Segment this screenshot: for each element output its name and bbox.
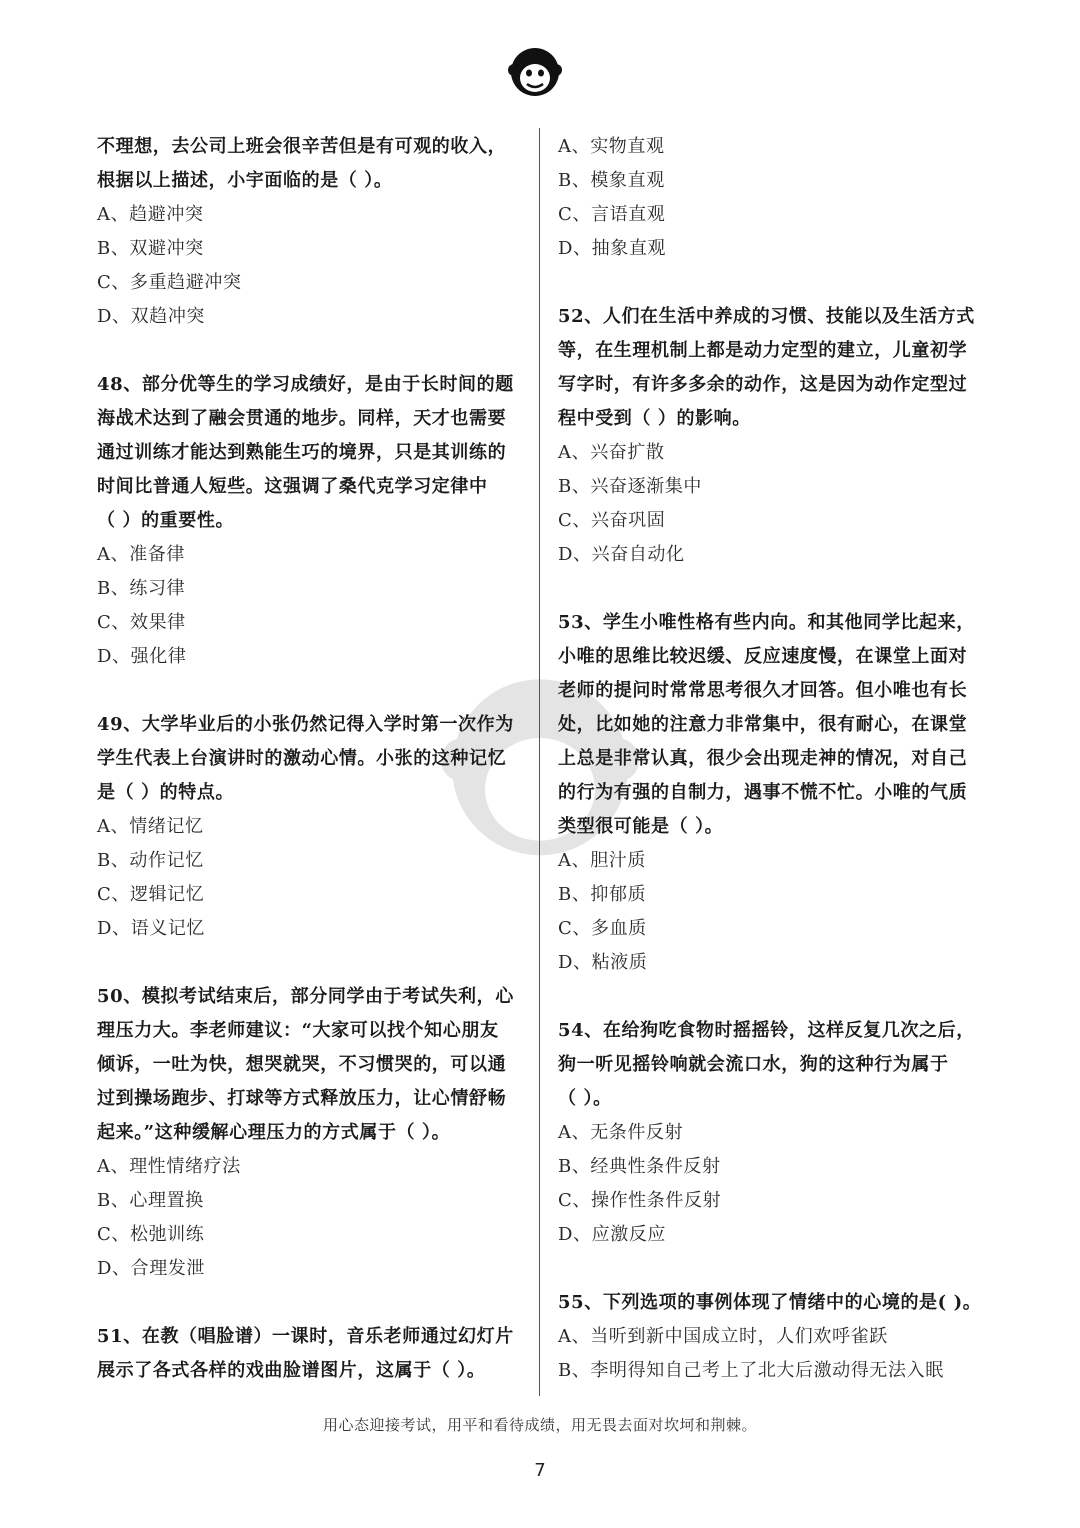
answer-option: A、实物直观 <box>558 136 665 157</box>
question-text-line: 起来。”这种缓解心理压力的方式属于（ ）。 <box>97 1122 451 1143</box>
answer-option: B、双避冲突 <box>97 238 204 259</box>
footer-motto: 用心态迎接考试，用平和看待成绩，用无畏去面对坎坷和荆棘。 <box>322 1416 757 1434</box>
answer-option: D、强化律 <box>97 646 187 667</box>
question-text-line: 等，在生理机制上都是动力定型的建立，儿童初学 <box>558 340 968 361</box>
question-text-line: 的行为有强的自制力，遇事不慌不忙。小唯的气质 <box>558 782 968 803</box>
question-text-line: 写字时，有许多多余的动作，这是因为动作定型过 <box>558 374 968 395</box>
answer-option: B、模象直观 <box>558 170 665 191</box>
answer-option: B、经典性条件反射 <box>558 1156 721 1177</box>
question-text-line: （ ）。 <box>558 1088 612 1109</box>
question-text-line: 程中受到（ ）的影响。 <box>558 408 751 429</box>
question-text-line: 48、部分优等生的学习成绩好，是由于长时间的题 <box>97 374 514 395</box>
question-text-line: 海战术达到了融会贯通的地步。同样，天才也需要 <box>97 408 507 429</box>
left-column <box>97 130 522 1388</box>
column-divider <box>539 128 540 1396</box>
answer-option: D、语义记忆 <box>97 918 206 939</box>
answer-option: C、多重趋避冲突 <box>97 272 242 293</box>
answer-option: A、当听到新中国成立时，人们欢呼雀跃 <box>558 1326 888 1347</box>
answer-option: A、趋避冲突 <box>97 204 204 225</box>
question-text-line: 不理想，去公司上班会很辛苦但是有可观的收入， <box>97 136 507 157</box>
question-text-line: 54、在给狗吃食物时摇摇铃，这样反复几次之后， <box>558 1020 975 1041</box>
spacer <box>558 266 983 300</box>
question-text-line: 狗一听见摇铃响就会流口水，狗的这种行为属于 <box>558 1054 949 1075</box>
question-text-line: （ ）的重要性。 <box>97 510 235 531</box>
spacer <box>558 572 983 606</box>
question-text-line: 老师的提问时常常思考很久才回答。但小唯也有长 <box>558 680 968 701</box>
spacer <box>97 334 522 368</box>
question-text-line: 过到操场跑步、打球等方式释放压力，让心情舒畅 <box>97 1088 507 1109</box>
answer-option: C、逻辑记忆 <box>97 884 205 905</box>
question-text-line: 51、在教（唱脸谱）一课时，音乐老师通过幻灯片 <box>97 1326 514 1347</box>
spacer <box>558 980 983 1014</box>
answer-option: A、情绪记忆 <box>97 816 204 837</box>
spacer <box>97 946 522 980</box>
question-text-line: 是（ ）的特点。 <box>97 782 235 803</box>
question-text-line: 49、大学毕业后的小张仍然记得入学时第一次作为 <box>97 714 514 735</box>
answer-option: D、抽象直观 <box>558 238 667 259</box>
question-text-line: 小唯的思维比较迟缓、反应速度慢，在课堂上面对 <box>558 646 968 667</box>
monkey-logo-icon <box>505 40 565 100</box>
answer-option: D、粘液质 <box>558 952 648 973</box>
page-number: 7 <box>534 1460 546 1481</box>
answer-option: C、言语直观 <box>558 204 666 225</box>
question-text-line: 上总是非常认真，很少会出现走神的情况，对自己 <box>558 748 968 769</box>
answer-option: D、合理发泄 <box>97 1258 206 1279</box>
answer-option: B、练习律 <box>97 578 186 599</box>
answer-option: B、抑郁质 <box>558 884 647 905</box>
question-text-line: 倾诉，一吐为快，想哭就哭，不习惯哭的，可以通 <box>97 1054 507 1075</box>
answer-option: B、兴奋逐渐集中 <box>558 476 703 497</box>
spacer <box>97 1286 522 1320</box>
question-text-line: 展示了各式各样的戏曲脸谱图片，这属于（ ）。 <box>97 1360 486 1381</box>
right-column <box>558 130 983 1388</box>
answer-option: C、多血质 <box>558 918 647 939</box>
answer-option: B、心理置换 <box>97 1190 204 1211</box>
spacer <box>558 1252 983 1286</box>
answer-option: A、准备律 <box>97 544 185 565</box>
question-text-line: 50、模拟考试结束后，部分同学由于考试失利，心 <box>97 986 514 1007</box>
answer-option: C、操作性条件反射 <box>558 1190 722 1211</box>
answer-option: A、兴奋扩散 <box>558 442 665 463</box>
question-text-line: 55、下列选项的事例体现了情绪中的心境的是( )。 <box>558 1292 982 1313</box>
answer-option: B、李明得知自己考上了北大后激动得无法入眠 <box>558 1360 944 1381</box>
answer-option: C、效果律 <box>97 612 186 633</box>
answer-option: B、动作记忆 <box>97 850 204 871</box>
question-text-line: 处，比如她的注意力非常集中，很有耐心，在课堂 <box>558 714 968 735</box>
spacer <box>97 674 522 708</box>
question-text-line: 通过训练才能达到熟能生巧的境界，只是其训练的 <box>97 442 507 463</box>
answer-option: D、兴奋自动化 <box>558 544 685 565</box>
answer-option: A、理性情绪疗法 <box>97 1156 241 1177</box>
question-text-line: 52、人们在生活中养成的习惯、技能以及生活方式 <box>558 306 975 327</box>
answer-option: A、胆汁质 <box>558 850 646 871</box>
answer-option: C、松弛训练 <box>97 1224 205 1245</box>
question-text-line: 时间比普通人短些。这强调了桑代克学习定律中 <box>97 476 488 497</box>
answer-option: D、应激反应 <box>558 1224 667 1245</box>
question-text-line: 理压力大。李老师建议：“大家可以找个知心朋友 <box>97 1020 499 1041</box>
answer-option: D、双趋冲突 <box>97 306 206 327</box>
question-text-line: 53、学生小唯性格有些内向。和其他同学比起来， <box>558 612 975 633</box>
answer-option: C、兴奋巩固 <box>558 510 666 531</box>
answer-option: A、无条件反射 <box>558 1122 684 1143</box>
question-text-line: 根据以上描述，小宇面临的是（ ）。 <box>97 170 393 191</box>
question-text-line: 学生代表上台演讲时的激动心情。小张的这种记忆 <box>97 748 507 769</box>
question-text-line: 类型很可能是（ ）。 <box>558 816 724 837</box>
